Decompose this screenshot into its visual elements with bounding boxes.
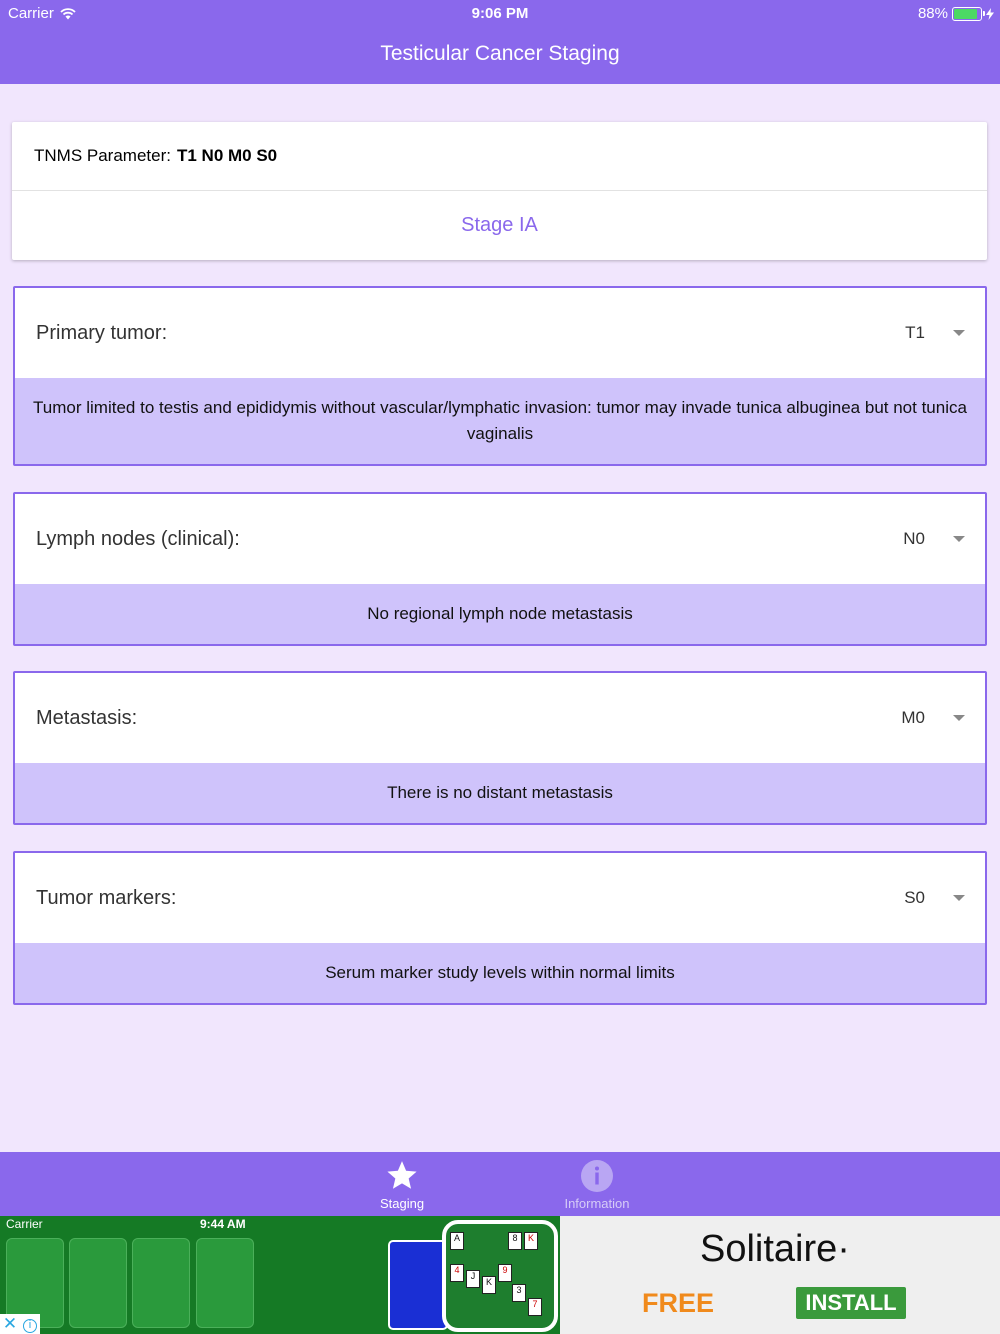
star-icon bbox=[385, 1158, 419, 1194]
battery-icon bbox=[952, 7, 982, 21]
ad-game-preview bbox=[0, 1216, 560, 1334]
param-description: Serum marker study levels within normal limits bbox=[325, 963, 675, 982]
card-slot bbox=[196, 1238, 254, 1328]
status-time: 9:06 PM bbox=[471, 5, 529, 22]
caret-down-icon bbox=[953, 895, 965, 901]
caret-down-icon bbox=[953, 330, 965, 336]
tab-label: Staging bbox=[379, 1196, 425, 1211]
ad-banner[interactable] bbox=[0, 1216, 1000, 1334]
caret-down-icon bbox=[953, 715, 965, 721]
param-value: N0 bbox=[903, 529, 925, 548]
tab-information[interactable] bbox=[537, 1158, 657, 1211]
lymph-nodes-card bbox=[13, 492, 987, 646]
card-back-image bbox=[388, 1240, 448, 1330]
ad-carrier: Carrier bbox=[6, 1217, 43, 1231]
param-label: Primary tumor: bbox=[36, 321, 168, 344]
battery-indicator bbox=[918, 5, 994, 22]
param-value: S0 bbox=[904, 888, 925, 907]
param-description: There is no distant metastasis bbox=[387, 783, 613, 802]
tab-bar bbox=[0, 1152, 1000, 1216]
tnms-value: T1 N0 M0 S0 bbox=[176, 146, 278, 165]
ad-info-icon[interactable]: i bbox=[20, 1314, 40, 1334]
nav-header bbox=[0, 0, 1000, 84]
ad-close-icon[interactable]: ✕ bbox=[0, 1314, 20, 1334]
caret-down-icon bbox=[953, 536, 965, 542]
ad-free-label: FREE bbox=[642, 1288, 715, 1318]
tumor-markers-dropdown[interactable] bbox=[15, 853, 985, 943]
charging-bolt-icon bbox=[986, 8, 994, 20]
tumor-markers-card bbox=[13, 851, 987, 1005]
primary-tumor-dropdown[interactable] bbox=[15, 288, 985, 378]
ad-time: 9:44 AM bbox=[200, 1217, 246, 1231]
param-value: T1 bbox=[905, 323, 925, 342]
tnms-label: TNMS Parameter: bbox=[34, 146, 171, 165]
staging-summary-card bbox=[12, 122, 987, 260]
battery-percent: 88% bbox=[917, 5, 948, 22]
stage-result: Stage IA bbox=[461, 214, 538, 236]
param-label: Lymph nodes (clinical): bbox=[36, 527, 240, 550]
tab-staging[interactable] bbox=[342, 1158, 462, 1211]
tnms-parameter-row bbox=[12, 122, 987, 191]
param-label: Metastasis: bbox=[36, 706, 138, 729]
info-icon bbox=[580, 1158, 614, 1194]
status-bar bbox=[0, 0, 1000, 28]
param-value: M0 bbox=[901, 708, 925, 727]
primary-tumor-card bbox=[13, 286, 987, 466]
ad-app-name: Solitaire· bbox=[700, 1228, 850, 1270]
param-label: Tumor markers: bbox=[36, 886, 177, 909]
metastasis-dropdown[interactable] bbox=[15, 673, 985, 763]
card-slot bbox=[132, 1238, 190, 1328]
page-title: Testicular Cancer Staging bbox=[380, 42, 620, 65]
solitaire-app-icon: A 8 K 4 J K 9 3 7 bbox=[442, 1220, 558, 1332]
ad-status-bar bbox=[6, 1217, 256, 1233]
param-description: Tumor limited to testis and epididymis without vascular/lymphatic invasion: tumor may invade tunica albuginea but not tunica vaginalis bbox=[33, 398, 967, 443]
metastasis-card bbox=[13, 671, 987, 825]
lymph-nodes-dropdown[interactable] bbox=[15, 494, 985, 584]
card-slot bbox=[69, 1238, 127, 1328]
ad-install-button[interactable]: INSTALL bbox=[796, 1287, 906, 1319]
battery-fill bbox=[954, 9, 977, 19]
tab-label: Information bbox=[564, 1196, 630, 1211]
param-description: No regional lymph node metastasis bbox=[367, 604, 633, 623]
carrier-label: Carrier bbox=[8, 5, 54, 22]
